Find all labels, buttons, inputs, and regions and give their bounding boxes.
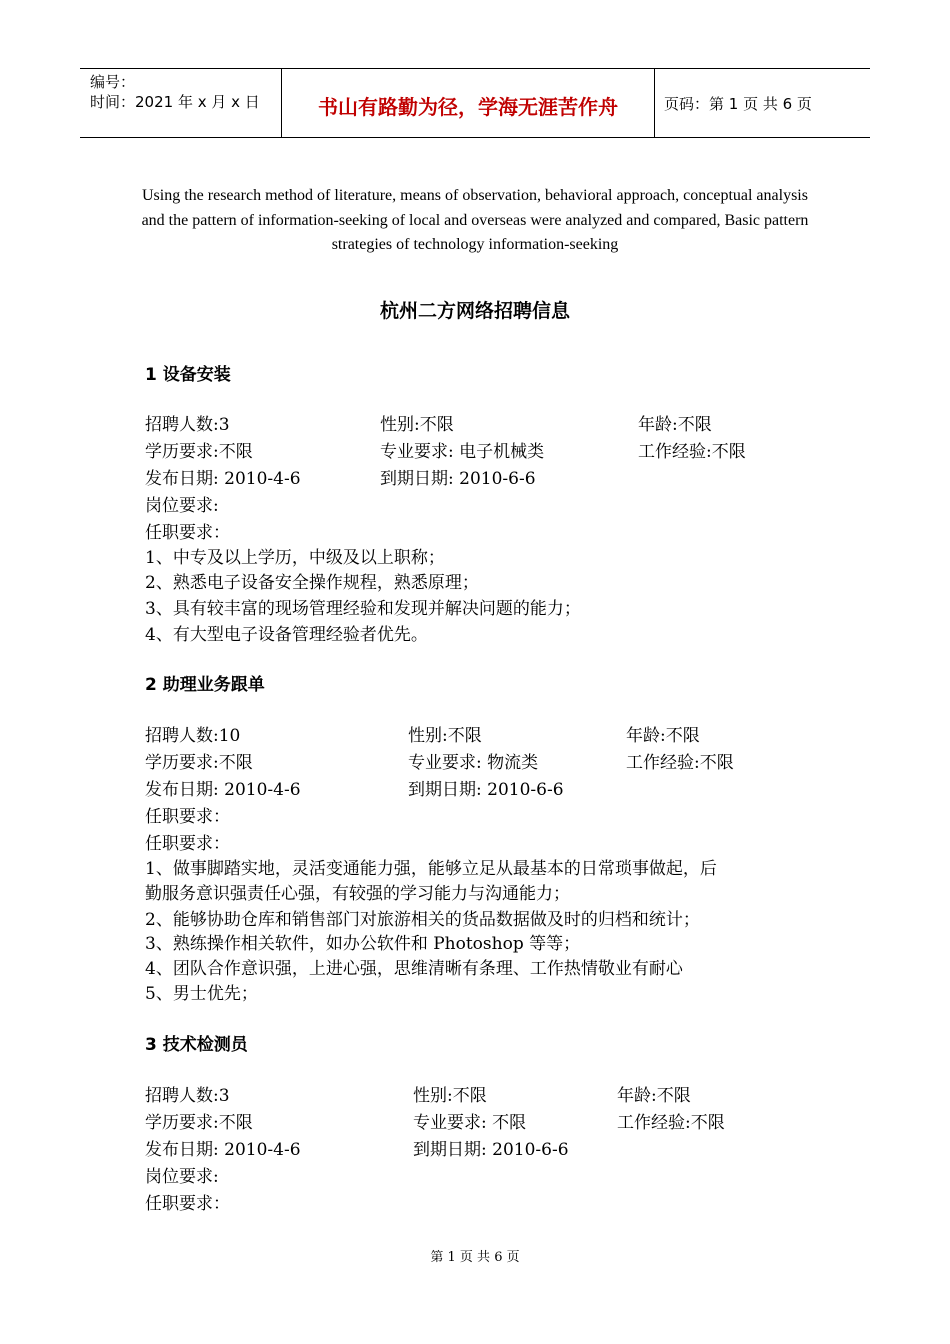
requirement-item: 3、熟练操作相关软件，如办公软件和 Photoshop 等等； [145,934,581,954]
qualification-label: 任职要求： [145,807,230,827]
recruit-count: 招聘人数:3 [145,415,230,435]
requirement-item: 1、做事脚踏实地，灵活变通能力强，能够立足从最基本的日常琐事做起，后 [145,859,717,879]
publish-date: 发布日期: 2010-4-6 [145,780,301,800]
major-requirement: 专业要求: 电子机械类 [380,442,545,462]
publish-date: 发布日期: 2010-4-6 [145,1140,301,1160]
header-page-number: 页码：第 1 页 共 6 页 [664,95,812,113]
gender-requirement: 性别:不限 [408,726,482,746]
education-requirement: 学历要求:不限 [145,442,253,462]
expire-date: 到期日期: 2010-6-6 [413,1140,569,1160]
qualification-label: 任职要求： [145,1194,230,1214]
education-requirement: 学历要求:不限 [145,753,253,773]
gender-requirement: 性别:不限 [380,415,454,435]
abstract-paragraph: Using the research method of literature, means of observation, behavioral approach, conceptual analysis and the pattern of information-seeking of local and overseas were analyzed and compared, Basic pattern strategies of technology information-seeking [141,187,809,253]
experience-requirement: 工作经验:不限 [617,1113,725,1133]
requirement-item: 勤服务意识强责任心强，有较强的学习能力与沟通能力； [145,884,570,904]
requirement-item: 5、男士优先； [145,984,258,1004]
position-requirement-label: 岗位要求: [145,496,219,516]
age-requirement: 年龄:不限 [626,726,700,746]
requirement-item: 1、中专及以上学历，中级及以上职称； [145,548,445,568]
age-requirement: 年龄:不限 [617,1086,691,1106]
header-divider [654,69,655,137]
major-requirement: 专业要求: 不限 [413,1113,527,1133]
gender-requirement: 性别:不限 [413,1086,487,1106]
recruit-count: 招聘人数:10 [145,726,241,746]
requirement-item: 2、熟悉电子设备安全操作规程，熟悉原理； [145,573,479,593]
page-header [80,68,870,138]
experience-requirement: 工作经验:不限 [626,753,734,773]
header-meta [90,72,260,112]
section-title: 3 技术检测员 [145,1035,248,1055]
experience-requirement: 工作经验:不限 [638,442,746,462]
requirement-item: 2、能够协助仓库和销售部门对旅游相关的货品数据做及时的归档和统计； [145,910,700,930]
serial-number: 编号： [90,73,136,91]
section-title: 1 设备安装 [145,365,231,385]
requirement-item: 3、具有较丰富的现场管理经验和发现并解决问题的能力； [145,599,581,619]
expire-date: 到期日期: 2010-6-6 [380,469,536,489]
section-title: 2 助理业务跟单 [145,675,265,695]
position-requirement-label: 岗位要求: [145,1167,219,1187]
requirement-item: 4、团队合作意识强，上进心强，思维清晰有条理、工作热情敬业有耐心 [145,959,683,979]
header-motto: 书山有路勤为径，学海无涯苦作舟 [318,95,618,119]
expire-date: 到期日期: 2010-6-6 [408,780,564,800]
major-requirement: 专业要求: 物流类 [408,753,539,773]
qualification-label: 任职要求： [145,523,230,543]
qualification-label: 任职要求： [145,834,230,854]
publish-date: 发布日期: 2010-4-6 [145,469,301,489]
recruit-count: 招聘人数:3 [145,1086,230,1106]
education-requirement: 学历要求:不限 [145,1113,253,1133]
header-time: 时间：2021 年 x 月 x 日 [90,93,260,111]
page-footer: 第 1 页 共 6 页 [430,1250,520,1265]
age-requirement: 年龄:不限 [638,415,712,435]
document-title: 杭州二方网络招聘信息 [379,300,570,322]
requirement-item: 4、有大型电子设备管理经验者优先。 [145,625,428,645]
